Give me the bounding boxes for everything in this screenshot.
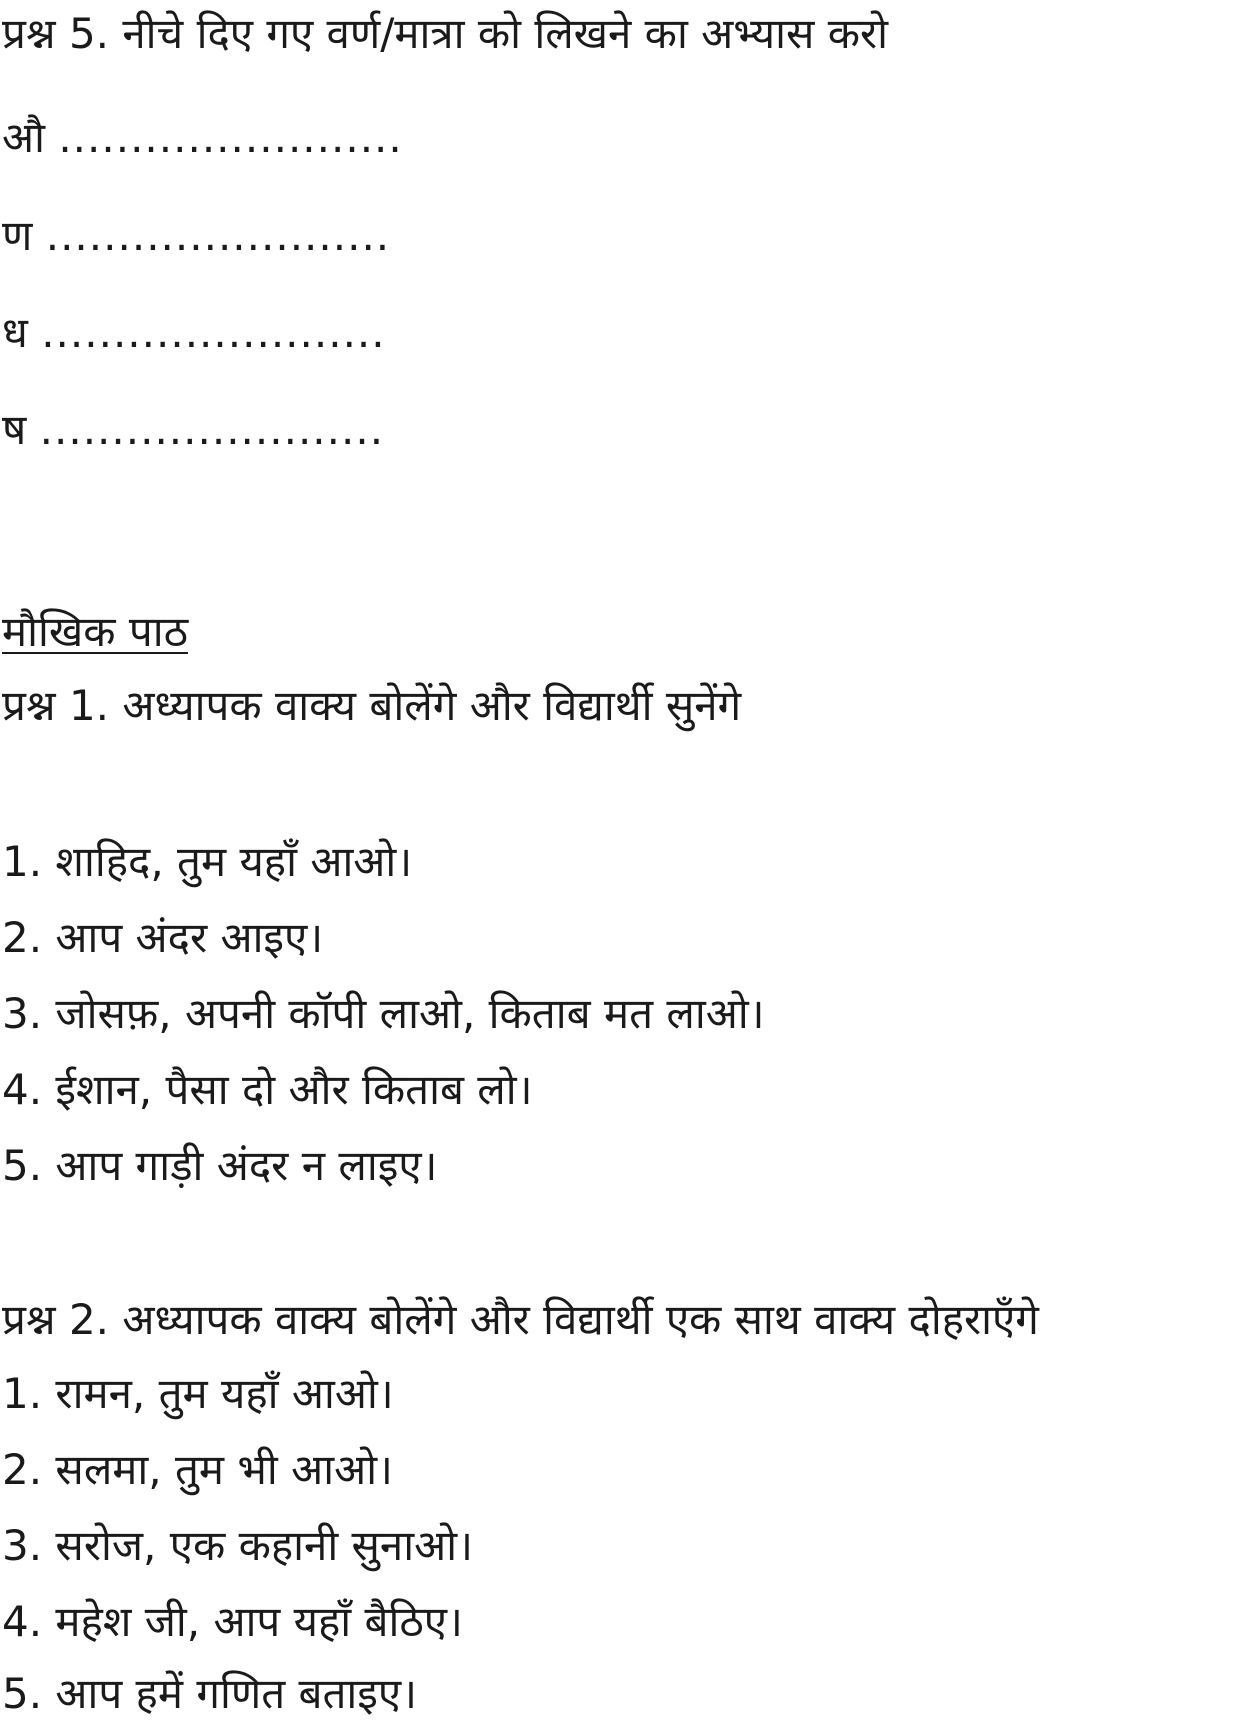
q5-heading: प्रश्न 5. नीचे दिए गए वर्ण/मात्रा को लिखने का अभ्यास करो <box>2 9 889 58</box>
practice-letter: ण <box>2 211 33 260</box>
q1-sentence: 2. आप अंदर आइए। <box>2 913 324 962</box>
q2-sentence: 2. सलमा, तुम भी आओ। <box>2 1445 393 1494</box>
practice-row <box>2 402 384 458</box>
q2-sentence: 1. रामन, तुम यहाँ आओ। <box>2 1369 394 1418</box>
q1-sentence: 3. जोसफ़, अपनी कॉपी लाओ, किताब मत लाओ। <box>2 989 765 1038</box>
practice-letter: औ <box>2 113 45 162</box>
q1-heading: प्रश्न 1. अध्यापक वाक्य बोलेंगे और विद्यार्थी सुनेंगे <box>2 681 742 730</box>
practice-row <box>2 208 390 264</box>
q1-sentence: 5. आप गाड़ी अंदर न लाइए। <box>2 1141 438 1190</box>
practice-letter: ध <box>2 308 28 357</box>
oral-section-title: मौखिक पाठ <box>2 607 188 656</box>
practice-letter: ष <box>2 405 27 454</box>
practice-row <box>2 110 403 166</box>
practice-blank: ........................ <box>58 113 403 162</box>
q2-sentence: 3. सरोज, एक कहानी सुनाओ। <box>2 1521 474 1570</box>
q1-sentence: 4. ईशान, पैसा दो और किताब लो। <box>2 1065 533 1114</box>
practice-row <box>2 305 386 361</box>
q2-heading: प्रश्न 2. अध्यापक वाक्य बोलेंगे और विद्यार्थी एक साथ वाक्य दोहराएँगे <box>2 1295 1039 1344</box>
practice-blank: ........................ <box>45 211 391 260</box>
q2-sentence: 5. आप हमें गणित बताइए। <box>2 1669 418 1718</box>
practice-blank: ........................ <box>39 405 385 454</box>
q1-sentence: 1. शाहिद, तुम यहाँ आओ। <box>2 837 413 886</box>
q2-sentence: 4. महेश जी, आप यहाँ बैठिए। <box>2 1597 463 1646</box>
practice-blank: ........................ <box>41 308 386 357</box>
